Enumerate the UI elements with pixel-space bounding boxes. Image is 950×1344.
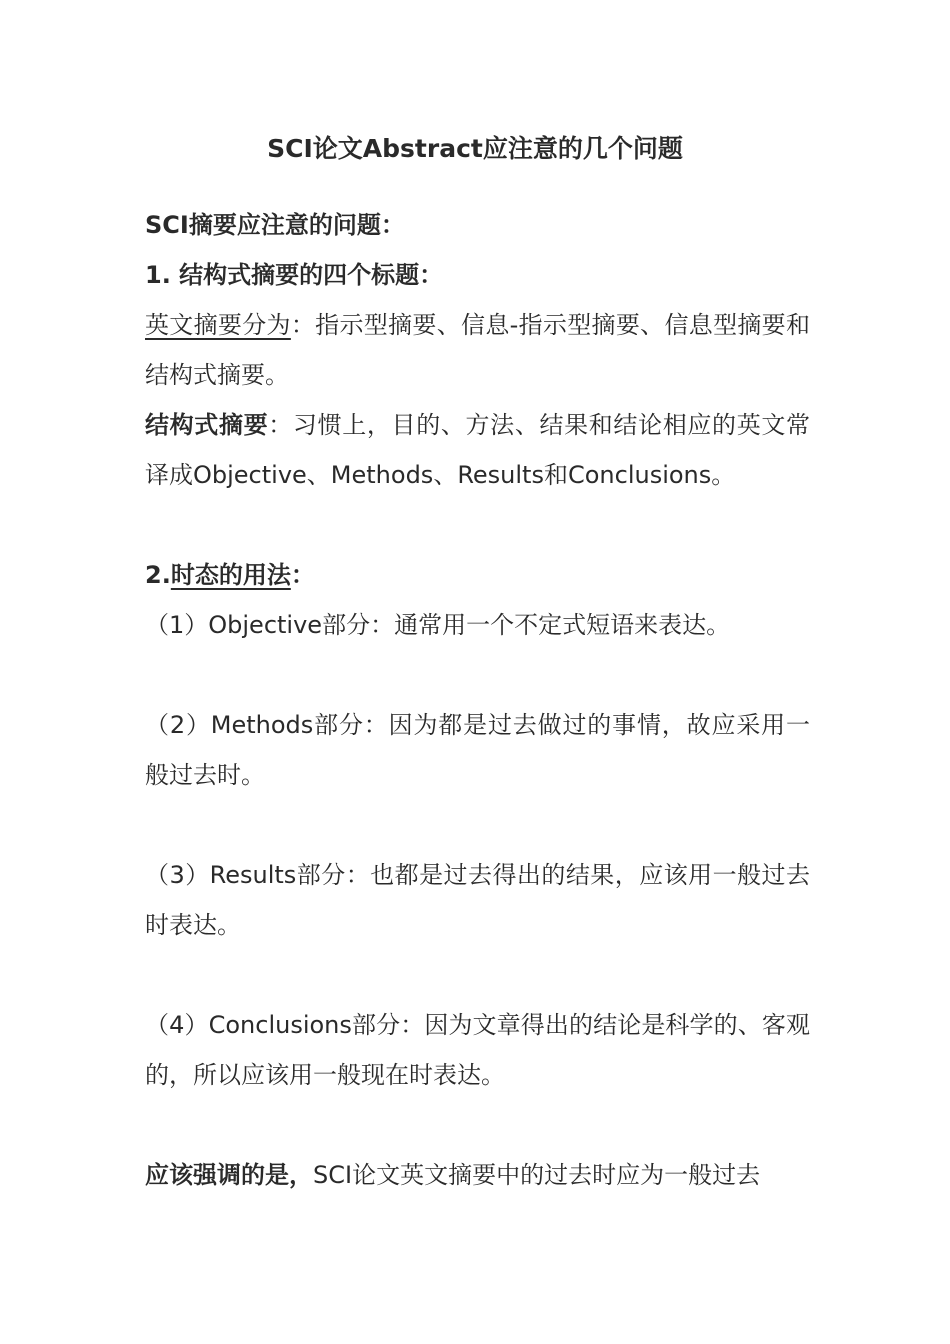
section-heading: SCI摘要应注意的问题： (145, 211, 405, 239)
spacer (145, 950, 810, 1000)
abstract-types-text: ：指示型摘要、信息-指示型摘要、信息型摘要和结构式摘要。 (145, 311, 810, 389)
item2-heading-colon: ： (290, 561, 315, 589)
item2-number: 2. (145, 561, 171, 589)
tense-methods: （2）Methods部分：因为都是过去做过的事情，故应采用一般过去时。 (145, 711, 810, 789)
tense-conclusions: （4）Conclusions部分：因为文章得出的结论是科学的、客观的，所以应该用一般现在时表达。 (145, 1011, 810, 1089)
item1-paragraph-structured (145, 400, 810, 500)
item2-heading (145, 550, 810, 600)
spacer (145, 500, 810, 550)
document-body (145, 200, 810, 1200)
structured-abstract-label: 结构式摘要 (145, 411, 269, 439)
item2-heading-underlined: 时态的用法 (170, 561, 291, 589)
tense-results: （3）Results部分：也都是过去得出的结果，应该用一般过去时表达。 (145, 861, 810, 939)
spacer (145, 1100, 810, 1150)
item1-paragraph-abstract-types (145, 300, 810, 400)
abstract-types-underlined: 英文摘要分为 (145, 311, 291, 339)
tense-objective: （1）Objective部分：通常用一个不定式短语来表达。 (145, 611, 731, 639)
spacer (145, 800, 810, 850)
item1-heading: 1. 结构式摘要的四个标题： (145, 261, 444, 289)
emphasis-paragraph (145, 1150, 810, 1200)
structured-abstract-text: ：习惯上，目的、方法、结果和结论相应的英文常译成Objective、Methods、Results和Conclusions。 (145, 411, 811, 489)
emphasis-label: 应该强调的是， (145, 1161, 313, 1189)
document-title: SCI论文Abstract应注意的几个问题 (267, 134, 683, 163)
emphasis-text: SCI论文英文摘要中的过去时应为一般过去 (313, 1161, 761, 1189)
spacer (145, 650, 810, 700)
